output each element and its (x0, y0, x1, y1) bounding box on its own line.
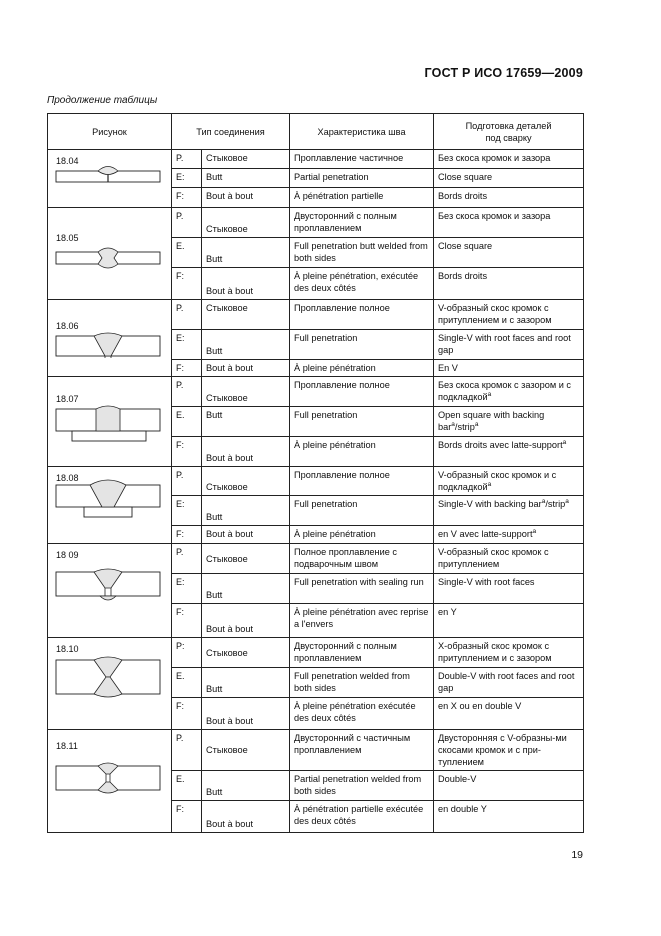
table-row: E: Butt Full penetration with sealing run Single-V with root faces (48, 574, 584, 604)
figure-cell (48, 150, 172, 208)
table-continuation-caption: Продолжение таблицы (47, 95, 158, 106)
col-preparation (434, 114, 584, 150)
weld-figure-18-11 (48, 730, 172, 840)
figure-number: 18.07 (56, 394, 79, 404)
figure-number: 18.11 (56, 741, 78, 751)
table-row: 18.06 P. Стыковое Проплавление полное V-образный скос кромок с притуплением и с зазором (48, 300, 584, 330)
figure-number: 18.06 (56, 321, 79, 331)
figure-cell (48, 638, 172, 730)
figure-cell (48, 377, 172, 467)
table-row: F: Bout à bout À pénétration partielle Bords droits (48, 188, 584, 208)
figure-number: 18.10 (56, 644, 79, 654)
table-row: F: Bout à bout À pénétration partielle exécutée des deux côtés en double Y (48, 801, 584, 833)
page-number: 19 (571, 849, 583, 861)
figure-cell (48, 300, 172, 377)
table-row: 18.11 P. Стыковое Двусторонний с частичным проплавлением Двусторонняя с V-образны-ми скосами кромок и с при-туплением (48, 730, 584, 771)
table-row: 18.08 P. Стыковое Проплавление полное V-образный скос кромок и с подкладкой$^a$ (48, 467, 584, 496)
weld-figure-18-08 (48, 467, 172, 543)
figure-number: 18.08 (56, 473, 79, 483)
table-row: 18.07 P. Стыковое Проплавление полное Без скоса кромок с зазором и с подкладкой$^a$ (48, 377, 584, 407)
figure-number: 18 09 (56, 550, 79, 560)
table-row: E: Butt Full penetration Single-V with backing bar$^a$/strip$^a$ (48, 496, 584, 526)
col-preparation-line1: Подготовка деталей (465, 120, 552, 131)
table-row: E: Butt Full penetration Single-V with root faces and root gap (48, 330, 584, 360)
figure-number: 18.05 (56, 233, 79, 243)
weld-figure-18-05 (48, 208, 172, 300)
table-row: F: Bout à bout À pleine pénétration en V avec latte-support$^a$ (48, 526, 584, 544)
figure-cell (48, 467, 172, 544)
figure-cell (48, 544, 172, 638)
figure-cell (48, 730, 172, 833)
col-joint-type: Тип соединения (172, 114, 290, 150)
document-title: ГОСТ Р ИСО 17659—2009 (424, 66, 583, 80)
weld-figure-18-04 (48, 150, 172, 208)
table-header-row (48, 114, 584, 150)
table-row: 18.10 P: Стыковое Двусторонний с полным проплавлением X-образный скос кромок с притуплением и с зазором (48, 638, 584, 668)
figure-number: 18.04 (56, 156, 79, 166)
table-row: F: Bout à bout À pleine pénétration avec reprise a l'envers en Y (48, 604, 584, 638)
weld-figure-18-07 (48, 377, 172, 467)
table-row: F: Bout à bout À pleine pénétration Bords droits avec latte-support$^a$ (48, 437, 584, 467)
figure-cell (48, 208, 172, 300)
table-row: F: Bout à bout À pleine pénétration En V (48, 360, 584, 377)
table-row: F: Bout à bout À pleine pénétration, exécutée des deux côtés Bords droits (48, 268, 584, 300)
table-row: 18 09 P. Стыковое Полное проплавление с подварочным швом V-образный скос кромок с притуплением (48, 544, 584, 574)
weld-figure-18-10 (48, 638, 172, 728)
table-row: E. Butt Partial penetration welded from both sides Double-V (48, 771, 584, 801)
table-row: F: Bout à bout À pleine pénétration exécutée des deux côtés en X ou en double V (48, 698, 584, 730)
table-row: 18.05 P. Стыковое Двусторонний с полным проплавлением Без скоса кромок и зазора (48, 208, 584, 238)
table-row: 18.04 P. Стыковое Проплавление частичное Без скоса кромок и зазора (48, 150, 584, 169)
table-row: E. Butt Full penetration Open square with backing bar$^a$/strip$^a$ (48, 407, 584, 437)
weld-joint-table (47, 113, 584, 833)
col-preparation-line2: под сварку (485, 132, 532, 143)
col-picture: Рисунок (48, 114, 172, 150)
col-weld-characteristic: Характеристика шва (290, 114, 434, 150)
table-row: E: Butt Partial penetration Close square (48, 169, 584, 188)
weld-figure-18-09 (48, 544, 172, 638)
weld-figure-18-06 (48, 300, 172, 380)
table-row: E. Butt Full penetration butt welded from both sides Close square (48, 238, 584, 268)
table-row: E. Butt Full penetration welded from both sides Double-V with root faces and root gap (48, 668, 584, 698)
